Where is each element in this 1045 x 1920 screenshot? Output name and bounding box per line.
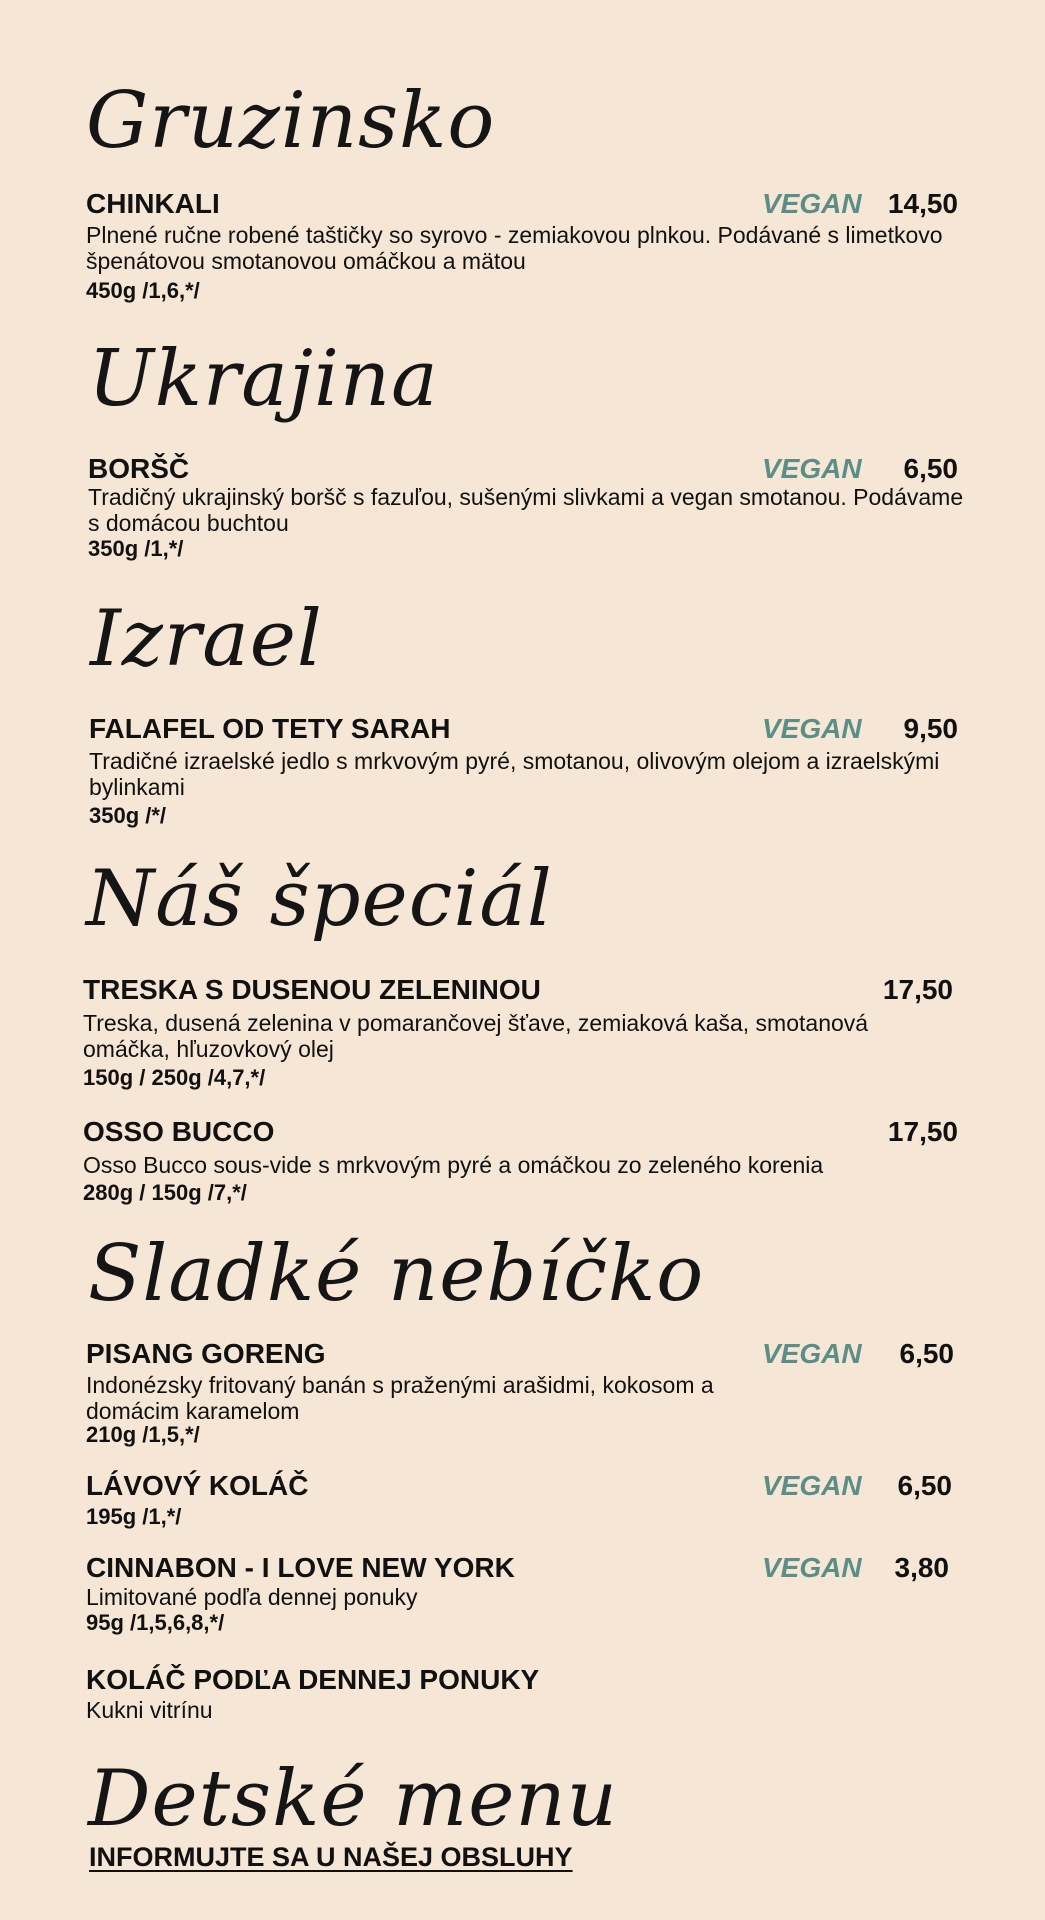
item-price: 3,80 <box>894 1552 949 1583</box>
item-weight: 280g / 150g /7,*/ <box>83 1180 247 1205</box>
item-price: 6,50 <box>903 453 958 484</box>
section-title-ukrajina: Ukrajina <box>88 334 439 424</box>
vegan-badge: VEGAN <box>762 188 862 219</box>
section-title-gruzinsko: Gruzinsko <box>86 76 496 166</box>
section-title-nas-special: Náš špeciál <box>86 854 553 944</box>
item-name-chinkali: CHINKALI <box>86 188 220 219</box>
item-name-pisang-goreng: PISANG GORENG <box>86 1338 326 1369</box>
item-weight: 350g /*/ <box>89 803 167 828</box>
vegan-badge: VEGAN <box>762 453 862 484</box>
item-weight: 195g /1,*/ <box>86 1504 182 1529</box>
item-description: Limitované podľa dennej ponuky <box>86 1584 418 1610</box>
section-title-detske-menu: Detské menu <box>88 1754 618 1844</box>
item-weight: 210g /1,5,*/ <box>86 1422 200 1447</box>
item-name-kolac-dennej-ponuky: KOLÁČ PODĽA DENNEJ PONUKY <box>86 1664 540 1695</box>
item-weight: 350g /1,*/ <box>88 536 184 561</box>
item-price: 6,50 <box>899 1338 954 1369</box>
item-price: 14,50 <box>887 188 958 219</box>
item-name-treska: TRESKA S DUSENOU ZELENINOU <box>83 974 541 1005</box>
item-price: 9,50 <box>903 713 958 744</box>
vegan-badge: VEGAN <box>762 1552 862 1583</box>
vegan-badge: VEGAN <box>762 1470 862 1501</box>
item-weight: 150g / 250g /4,7,*/ <box>83 1065 266 1090</box>
item-name-lavovy-kolac: LÁVOVÝ KOLÁČ <box>86 1470 309 1501</box>
item-description: Indonézsky fritovaný banán s praženými arašidmi, kokosom a domácim karamelom <box>86 1372 714 1424</box>
item-description: Treska, dusená zelenina v pomarančovej šťave, zemiaková kaša, smotanová omáčka, hľuzovkový olej <box>83 1010 869 1062</box>
item-description: Kukni vitrínu <box>86 1697 213 1723</box>
item-price: 17,50 <box>882 974 953 1005</box>
section-title-sladke-nebicko: Sladké nebíčko <box>88 1229 705 1319</box>
item-description: Tradičný ukrajinský boršč s fazuľou, sušenými slivkami a vegan smotanou. Podávame s domácou buchtou <box>88 484 964 536</box>
footer-note: INFORMUJTE SA U NAŠEJ OBSLUHY <box>89 1842 573 1872</box>
item-name-cinnabon: CINNABON - I LOVE NEW YORK <box>86 1552 515 1583</box>
item-description: Tradičné izraelské jedlo s mrkvovým pyré, smotanou, olivovým olejom a izraelskými bylinkami <box>89 748 940 800</box>
item-price: 6,50 <box>897 1470 952 1501</box>
vegan-badge: VEGAN <box>762 713 862 744</box>
item-weight: 450g /1,6,*/ <box>86 278 200 303</box>
item-description: Osso Bucco sous-vide s mrkvovým pyré a omáčkou zo zeleného korenia <box>83 1152 824 1178</box>
item-name-falafel: FALAFEL OD TETY SARAH <box>89 713 451 744</box>
vegan-badge: VEGAN <box>762 1338 862 1369</box>
item-name-osso-bucco: OSSO BUCCO <box>83 1116 275 1147</box>
item-weight: 95g /1,5,6,8,*/ <box>86 1610 225 1635</box>
item-price: 17,50 <box>887 1116 958 1147</box>
item-description: Plnené ručne robené taštičky so syrovo - zemiakovou plnkou. Podávané s limetkovo špenátovou smotanovou omáčkou a mätou <box>86 222 943 274</box>
item-name-borsc: BORŠČ <box>88 453 190 484</box>
section-title-izrael: Izrael <box>90 594 323 684</box>
